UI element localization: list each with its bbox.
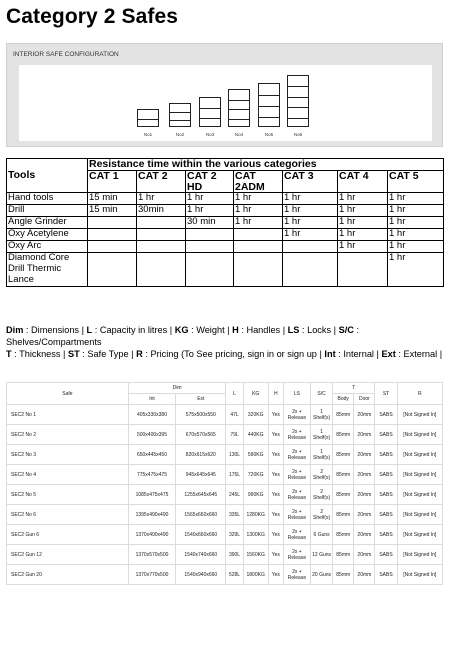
cell-ls: 2x + Release: [283, 505, 310, 525]
safe-model: SEC2 No 2: [7, 425, 129, 445]
shelf-line: [138, 119, 158, 120]
resistance-value: 1 hr: [388, 229, 444, 241]
cell-ext: 1540x940x660: [176, 565, 226, 585]
abbreviation-legend: Dim : Dimensions | L : Capacity in litres | KG : Weight | H : Handles | LS : Locks | S/C : Shelves/Compartments T : Thickness | ST : Safe Type | R : Pricing (To See pricing, sign in or sign up | Int : Internal | Ext : External |: [6, 325, 443, 359]
cell-sc: 2 Shelf(s): [311, 465, 333, 485]
safe-model: SEC2 No 3: [7, 445, 129, 465]
resistance-value: 1 hr: [388, 253, 444, 286]
safe-config-label: No3: [205, 132, 215, 137]
cell-st: SABS: [375, 485, 397, 505]
resistance-value: [338, 253, 388, 286]
cell-l: 79L: [226, 425, 243, 445]
cell-int: 500x400x395: [128, 425, 175, 445]
resistance-value: 1 hr: [388, 193, 444, 205]
cell-body: 85mm: [333, 565, 354, 585]
pricing-value[interactable]: [Not Signed In]: [397, 485, 442, 505]
cell-ext: 1540x660x660: [176, 525, 226, 545]
legend-desc: Pricing (To See pricing, sign in or sign up: [150, 349, 317, 359]
cell-st: SABS: [375, 545, 397, 565]
legend-desc: Shelves/Compartments: [6, 337, 102, 347]
cell-st: SABS: [375, 525, 397, 545]
cell-l: 528L: [226, 565, 243, 585]
cell-int: 1370x490x490: [128, 525, 175, 545]
table-row: [7, 425, 443, 445]
cell-h: Yes: [268, 445, 283, 465]
table-row: [7, 205, 444, 217]
shelf-line: [200, 118, 220, 119]
legend-desc: Safe Type: [87, 349, 129, 359]
resistance-value: [234, 253, 283, 286]
safe-config-label: No5: [264, 132, 274, 137]
col-l: L: [226, 383, 243, 405]
tools-header: Tools: [7, 159, 88, 193]
col-t: T: [333, 383, 375, 394]
legend-key: ST: [67, 349, 80, 359]
cell-h: Yes: [268, 465, 283, 485]
legend-key: R: [136, 349, 143, 359]
tool-name: Hand tools: [7, 193, 88, 205]
legend-key: T: [6, 349, 12, 359]
cell-ext: 1255x645x645: [176, 485, 226, 505]
table-row: [7, 229, 444, 241]
safe-config-6: [287, 75, 309, 127]
cell-st: SABS: [375, 505, 397, 525]
cell-int: 1395x490x490: [128, 505, 175, 525]
tool-name: Oxy Arc: [7, 241, 88, 253]
safe-model: SEC2 No 6: [7, 505, 129, 525]
cell-ls: 2x + Release: [283, 525, 310, 545]
resistance-value: [186, 241, 234, 253]
safe-config-label: No1: [143, 132, 153, 137]
cell-sc: 20 Guns: [311, 565, 333, 585]
legend-key: LS: [287, 325, 300, 335]
resistance-value: [283, 253, 338, 286]
cell-h: Yes: [268, 525, 283, 545]
col-door: Door: [354, 394, 375, 405]
cell-body: 85mm: [333, 445, 354, 465]
resistance-value: 1 hr: [388, 205, 444, 217]
pricing-value[interactable]: [Not Signed In]: [397, 565, 442, 585]
cell-door: 20mm: [354, 465, 375, 485]
col-body: Body: [333, 394, 354, 405]
resistance-value: [137, 241, 186, 253]
cell-ext: 1540x740x660: [176, 545, 226, 565]
shelf-line: [170, 112, 190, 113]
col-h: H: [268, 383, 283, 405]
resistance-value: [186, 253, 234, 286]
safe-config-label: No4: [234, 132, 244, 137]
shelf-line: [288, 97, 308, 98]
legend-desc: Locks: [307, 325, 332, 335]
cell-ls: 2x + Release: [283, 565, 310, 585]
legend-desc: Thickness: [19, 349, 61, 359]
resistance-value: 1 hr: [283, 193, 338, 205]
category-header: CAT 4: [338, 170, 388, 193]
cell-kg: 1560KG: [243, 545, 268, 565]
cell-l: 175L: [226, 465, 243, 485]
cell-h: Yes: [268, 425, 283, 445]
cell-l: 335L: [226, 505, 243, 525]
table-row: [7, 253, 444, 286]
col-dim: Dim: [128, 383, 226, 394]
page-title: Category 2 Safes: [6, 5, 179, 28]
interior-config-panel: [6, 43, 443, 147]
cell-kg: 990KG: [243, 485, 268, 505]
legend-key: KG: [174, 325, 189, 335]
legend-key: S/C: [338, 325, 354, 335]
cell-body: 85mm: [333, 425, 354, 445]
table-row: [7, 565, 443, 585]
resistance-value: 1 hr: [338, 205, 388, 217]
cell-int: 1370x570x500: [128, 545, 175, 565]
shelf-line: [288, 86, 308, 87]
cell-int: 405x330x380: [128, 405, 175, 425]
cell-l: 47L: [226, 405, 243, 425]
shelf-line: [259, 95, 279, 96]
cell-h: Yes: [268, 485, 283, 505]
pricing-value[interactable]: [Not Signed In]: [397, 465, 442, 485]
resistance-value: 1 hr: [338, 193, 388, 205]
resistance-value: 1 hr: [234, 205, 283, 217]
cell-int: 1085x475x475: [128, 485, 175, 505]
resistance-table: [6, 158, 444, 287]
cell-st: SABS: [375, 405, 397, 425]
cell-ls: 2x + Release: [283, 545, 310, 565]
shelf-line: [259, 106, 279, 107]
table-row: [7, 193, 444, 205]
table-row: [7, 465, 443, 485]
cell-int: 775x475x475: [128, 465, 175, 485]
category-header: CAT 1: [88, 170, 137, 193]
tool-name: Drill: [7, 205, 88, 217]
config-title: INTERIOR SAFE CONFIGURATION: [13, 51, 119, 58]
legend-desc: Internal: [343, 349, 374, 359]
safe-config-5: [258, 83, 280, 127]
cell-ls: 2x + Release: [283, 425, 310, 445]
col-st: ST: [375, 383, 397, 405]
resistance-value: [88, 241, 137, 253]
safe-config-label: No6: [293, 132, 303, 137]
cell-l: 130L: [226, 445, 243, 465]
col-kg: KG: [243, 383, 268, 405]
table-row: [7, 525, 443, 545]
legend-key: Dim: [6, 325, 24, 335]
shelf-line: [259, 117, 279, 118]
cell-kg: 320KG: [243, 405, 268, 425]
cell-door: 20mm: [354, 405, 375, 425]
cell-door: 20mm: [354, 425, 375, 445]
cell-h: Yes: [268, 545, 283, 565]
cell-st: SABS: [375, 465, 397, 485]
legend-desc: Capacity in litres: [99, 325, 168, 335]
resistance-value: 1 hr: [283, 229, 338, 241]
cell-door: 20mm: [354, 525, 375, 545]
cell-ls: 2x + Release: [283, 485, 310, 505]
pricing-value[interactable]: [Not Signed In]: [397, 445, 442, 465]
cell-ext: 670x570x565: [176, 425, 226, 445]
category-header: CAT 2: [137, 170, 186, 193]
shelf-line: [170, 120, 190, 121]
cell-st: SABS: [375, 445, 397, 465]
table-row: [7, 545, 443, 565]
cell-sc: 2 Shelf(s): [311, 485, 333, 505]
table-row: [7, 241, 444, 253]
shelf-line: [288, 118, 308, 119]
cell-h: Yes: [268, 505, 283, 525]
table-row: [7, 405, 443, 425]
cell-ls: 2x + Release: [283, 405, 310, 425]
table-row: [7, 217, 444, 229]
tool-name: Diamond Core Drill Thermic Lance: [7, 253, 88, 286]
legend-desc: External: [403, 349, 438, 359]
tool-name: Oxy Acetylene: [7, 229, 88, 241]
legend-desc: Handles: [246, 325, 281, 335]
cell-kg: 590KG: [243, 445, 268, 465]
resistance-value: [137, 217, 186, 229]
table-row: [7, 505, 443, 525]
cell-l: 329L: [226, 525, 243, 545]
pricing-table: [6, 382, 443, 585]
cell-body: 85mm: [333, 485, 354, 505]
col-int: Int: [128, 394, 175, 405]
legend-desc: Weight: [196, 325, 225, 335]
cell-door: 20mm: [354, 445, 375, 465]
cell-l: 390L: [226, 545, 243, 565]
cell-sc: 2 Shelf(s): [311, 505, 333, 525]
safe-model: SEC2 No 4: [7, 465, 129, 485]
resistance-value: [186, 229, 234, 241]
col-sc: S/C: [311, 383, 333, 405]
resistance-value: 1 hr: [283, 205, 338, 217]
resistance-value: [88, 217, 137, 229]
cell-body: 85mm: [333, 545, 354, 565]
safe-config-label: No2: [175, 132, 185, 137]
cell-sc: 1 Shelf(s): [311, 425, 333, 445]
cell-ls: 2x + Release: [283, 465, 310, 485]
safe-model: SEC2 Gun 12: [7, 545, 129, 565]
cell-kg: 720KG: [243, 465, 268, 485]
cell-l: 245L: [226, 485, 243, 505]
resistance-value: [234, 229, 283, 241]
table-row: [7, 445, 443, 465]
resistance-value: [88, 229, 137, 241]
legend-key: Ext: [381, 349, 396, 359]
cell-body: 85mm: [333, 505, 354, 525]
cell-ext: 1565x660x660: [176, 505, 226, 525]
pricing-value[interactable]: [Not Signed In]: [397, 505, 442, 525]
resistance-value: 1 hr: [234, 193, 283, 205]
resistance-value: [283, 241, 338, 253]
shelf-line: [229, 100, 249, 101]
cell-kg: 1300KG: [243, 525, 268, 545]
resistance-value: 1 hr: [283, 217, 338, 229]
cell-int: 1370x770x500: [128, 565, 175, 585]
category-header: CAT 2 HD: [186, 170, 234, 193]
resistance-value: 15 min: [88, 193, 137, 205]
cell-body: 85mm: [333, 465, 354, 485]
safe-model: SEC2 No 5: [7, 485, 129, 505]
cell-st: SABS: [375, 425, 397, 445]
cell-door: 20mm: [354, 485, 375, 505]
cell-door: 20mm: [354, 565, 375, 585]
safe-model: SEC2 Gun 6: [7, 525, 129, 545]
col-r: R: [397, 383, 442, 405]
pricing-value[interactable]: [Not Signed In]: [397, 405, 442, 425]
safe-model: SEC2 No 1: [7, 405, 129, 425]
pricing-value[interactable]: [Not Signed In]: [397, 425, 442, 445]
shelf-line: [229, 119, 249, 120]
resistance-value: 1 hr: [186, 205, 234, 217]
legend-key: H: [232, 325, 239, 335]
cell-int: 650x445x450: [128, 445, 175, 465]
cell-body: 85mm: [333, 525, 354, 545]
cell-h: Yes: [268, 405, 283, 425]
resistance-value: [234, 241, 283, 253]
cell-sc: 1 Shelf(s): [311, 405, 333, 425]
cell-kg: 1800KG: [243, 565, 268, 585]
category-header: CAT 5: [388, 170, 444, 193]
resistance-value: 1 hr: [186, 193, 234, 205]
cell-ext: 820x615x620: [176, 445, 226, 465]
cell-sc: 12 Guns: [311, 545, 333, 565]
resistance-value: 30min: [137, 205, 186, 217]
resistance-value: 30 min: [186, 217, 234, 229]
col-safe: Safe: [7, 383, 129, 405]
cell-ext: 945x645x645: [176, 465, 226, 485]
pricing-value[interactable]: [Not Signed In]: [397, 545, 442, 565]
legend-key: Int: [324, 349, 336, 359]
col-ls: LS: [283, 383, 310, 405]
resistance-value: 1 hr: [388, 217, 444, 229]
col-ext: Ext: [176, 394, 226, 405]
resistance-value: 1 hr: [338, 229, 388, 241]
cell-body: 85mm: [333, 405, 354, 425]
resistance-span-header: Resistance time within the various categories: [88, 159, 444, 171]
shelf-line: [288, 107, 308, 108]
cell-sc: 6 Guns: [311, 525, 333, 545]
safe-config-4: [228, 89, 250, 127]
category-header: CAT 3: [283, 170, 338, 193]
cell-h: Yes: [268, 565, 283, 585]
resistance-value: 1 hr: [388, 241, 444, 253]
cell-st: SABS: [375, 565, 397, 585]
safe-config-1: [137, 109, 159, 127]
shelf-line: [200, 108, 220, 109]
tool-name: Angle Grinder: [7, 217, 88, 229]
legend-key: L: [86, 325, 93, 335]
cell-door: 20mm: [354, 545, 375, 565]
cell-kg: 440KG: [243, 425, 268, 445]
cell-sc: 1 Shelf(s): [311, 445, 333, 465]
category-header: CAT 2ADM: [234, 170, 283, 193]
resistance-value: [88, 253, 137, 286]
cell-door: 20mm: [354, 505, 375, 525]
resistance-value: [137, 253, 186, 286]
cell-kg: 1280KG: [243, 505, 268, 525]
resistance-value: 1 hr: [234, 217, 283, 229]
pricing-value[interactable]: [Not Signed In]: [397, 525, 442, 545]
config-illustration: [19, 65, 432, 141]
resistance-value: 1 hr: [338, 241, 388, 253]
cell-ls: 2x + Release: [283, 445, 310, 465]
resistance-value: [137, 229, 186, 241]
safe-config-3: [199, 97, 221, 127]
legend-desc: Dimensions: [31, 325, 80, 335]
resistance-value: 1 hr: [137, 193, 186, 205]
resistance-value: 15 min: [88, 205, 137, 217]
cell-ext: 575x500x550: [176, 405, 226, 425]
safe-model: SEC2 Gun 20: [7, 565, 129, 585]
table-row: [7, 485, 443, 505]
resistance-value: 1 hr: [338, 217, 388, 229]
shelf-line: [229, 109, 249, 110]
safe-config-2: [169, 103, 191, 127]
